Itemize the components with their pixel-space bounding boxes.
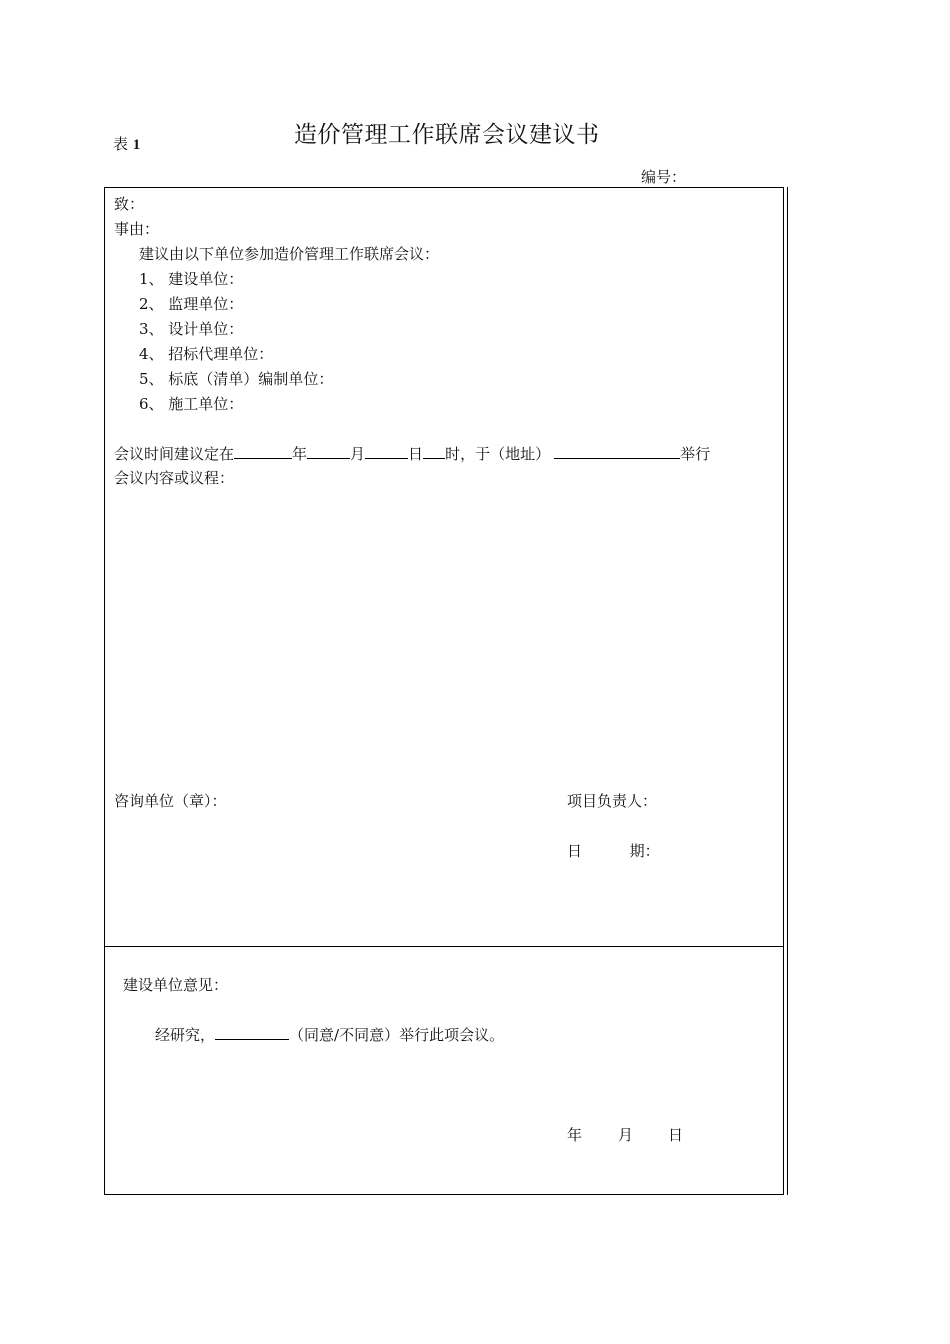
opinion-sentence (155, 1025, 504, 1045)
date-label: 日 期： (567, 842, 660, 860)
opinion-suffix: （同意/不同意）举行此项会议。 (289, 1026, 505, 1044)
address-blank[interactable] (554, 444, 680, 459)
opinion-day-label: 日 (668, 1126, 684, 1144)
opinion-prefix: 经研究， (155, 1026, 216, 1044)
day-label: 日 (408, 445, 424, 463)
unit-item-budget: 5、 标底（清单）编制单位： (139, 370, 334, 388)
proposal-section (104, 187, 784, 947)
day-blank[interactable] (365, 444, 408, 459)
month-label: 月 (350, 445, 366, 463)
hour-blank[interactable] (423, 444, 445, 459)
hour-location-label: 时，于（地址） (445, 445, 551, 463)
meeting-time-sentence (114, 444, 710, 464)
opinion-year-label: 年 (567, 1126, 583, 1144)
owner-opinion-section (104, 946, 784, 1195)
reason-label: 事由： (114, 220, 160, 238)
year-blank[interactable] (234, 444, 292, 459)
time-prefix: 会议时间建议定在 (114, 445, 235, 463)
unit-item-supervision: 2、 监理单位： (139, 295, 244, 313)
unit-item-contractor: 6、 施工单位： (139, 395, 244, 413)
table-label (113, 133, 140, 154)
year-label: 年 (292, 445, 308, 463)
document-title: 造价管理工作联席会议建议书 (294, 122, 600, 148)
consultant-seal-label: 咨询单位（章）： (114, 792, 227, 810)
to-label: 致： (114, 195, 145, 213)
unit-item-construction: 1、 建设单位： (139, 270, 244, 288)
serial-number-label: 编号： (641, 168, 687, 186)
table-label-number: 1 (132, 137, 141, 153)
agree-blank[interactable] (215, 1025, 289, 1040)
agenda-label: 会议内容或议程： (114, 469, 235, 487)
unit-item-bidding-agent: 4、 招标代理单位： (139, 345, 274, 363)
intro-text: 建议由以下单位参加造价管理工作联席会议： (139, 245, 440, 263)
unit-item-design: 3、 设计单位： (139, 320, 244, 338)
time-suffix: 举行 (680, 445, 711, 463)
opinion-month-label: 月 (618, 1126, 634, 1144)
project-manager-label: 项目负责人： (567, 792, 658, 810)
table-label-prefix: 表 (113, 135, 129, 153)
owner-opinion-label: 建设单位意见： (123, 976, 229, 994)
month-blank[interactable] (307, 444, 350, 459)
